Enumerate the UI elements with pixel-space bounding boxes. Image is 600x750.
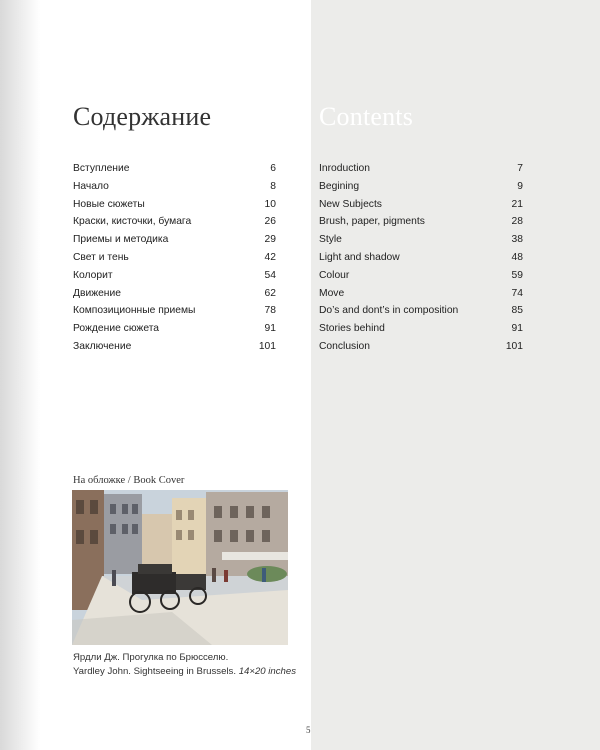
toc-entry xyxy=(319,305,523,323)
toc-entry xyxy=(73,270,276,288)
toc-entry xyxy=(319,216,523,234)
table-of-contents-russian xyxy=(73,163,276,359)
toc-entry xyxy=(319,199,523,217)
toc-entry-page: 48 xyxy=(511,251,523,263)
cover-painting xyxy=(72,490,288,645)
toc-entry-title: Приемы и методика xyxy=(73,234,169,246)
toc-entry-title: Вступление xyxy=(73,163,130,174)
toc-entry-page: 101 xyxy=(258,340,276,352)
toc-entry-page: 7 xyxy=(517,163,523,174)
toc-entry-title: Начало xyxy=(73,180,109,192)
toc-entry-title: Новые сюжеты xyxy=(73,198,145,210)
title-russian: Содержание xyxy=(73,102,212,131)
toc-entry-title: Begining xyxy=(319,180,360,192)
toc-entry-page: 26 xyxy=(264,216,276,228)
toc-entry-title: Колорит xyxy=(73,269,113,281)
toc-entry-title: Stories behind xyxy=(319,323,385,335)
toc-entry xyxy=(73,234,276,252)
toc-entry-page: 6 xyxy=(270,163,276,174)
toc-entry xyxy=(319,163,523,181)
toc-entry-title: Композиционные приемы xyxy=(73,305,196,317)
cover-caption-russian: Ярдли Дж. Прогулка по Брюсселю. xyxy=(73,652,229,663)
toc-entry-page: 10 xyxy=(264,198,276,210)
toc-entry xyxy=(319,341,523,359)
toc-entry-page: 9 xyxy=(517,180,523,192)
toc-entry-title: Inroduction xyxy=(319,163,370,174)
toc-entry-page: 91 xyxy=(264,323,276,335)
toc-entry-page: 42 xyxy=(264,251,276,263)
toc-entry xyxy=(319,181,523,199)
toc-entry-page: 91 xyxy=(511,323,523,335)
toc-entry-page: 78 xyxy=(264,305,276,317)
toc-entry-title: Conclusion xyxy=(319,340,370,352)
toc-entry xyxy=(73,252,276,270)
toc-entry-title: Colour xyxy=(319,269,350,281)
toc-entry-title: Свет и тень xyxy=(73,251,129,263)
toc-entry-title: New Subjects xyxy=(319,198,382,210)
toc-entry-page: 62 xyxy=(264,287,276,299)
toc-entry xyxy=(73,216,276,234)
toc-entry xyxy=(319,323,523,341)
toc-entry-title: Style xyxy=(319,234,342,246)
page-number: 5 xyxy=(306,725,311,735)
toc-entry-page: 85 xyxy=(511,305,523,317)
toc-entry-page: 74 xyxy=(511,287,523,299)
cover-caption-english-text: Yardley John. Sightseeing in Brussels. xyxy=(73,666,237,677)
toc-entry-title: Move xyxy=(319,287,345,299)
cover-caption-english xyxy=(73,666,313,677)
toc-entry-page: 54 xyxy=(264,269,276,281)
toc-entry-page: 59 xyxy=(511,269,523,281)
toc-entry xyxy=(73,341,276,359)
cover-caption-size: 14×20 inches xyxy=(238,666,297,677)
toc-entry xyxy=(73,163,276,181)
toc-entry xyxy=(319,288,523,306)
cover-heading: На обложке / Book Cover xyxy=(73,475,185,486)
toc-entry xyxy=(319,270,523,288)
toc-entry xyxy=(73,199,276,217)
toc-entry xyxy=(319,252,523,270)
toc-entry-title: Light and shadow xyxy=(319,251,400,263)
toc-entry-title: Рождение сюжета xyxy=(73,323,160,335)
toc-entry xyxy=(73,305,276,323)
toc-entry-title: Brush, paper, pigments xyxy=(319,216,425,228)
page-gutter-shadow xyxy=(0,0,40,750)
toc-entry-title: Краски, кисточки, бумага xyxy=(73,216,192,228)
toc-entry-title: Заключение xyxy=(73,340,132,352)
toc-entry-title: Движение xyxy=(73,287,121,299)
toc-entry-page: 28 xyxy=(511,216,523,228)
title-english: Contents xyxy=(319,102,414,131)
toc-entry xyxy=(319,234,523,252)
toc-entry xyxy=(73,181,276,199)
toc-entry-page: 38 xyxy=(511,234,523,246)
toc-entry-title: Do’s and dont’s in composition xyxy=(319,305,459,317)
toc-entry-page: 8 xyxy=(270,180,276,192)
table-of-contents-english xyxy=(319,163,523,359)
toc-entry-page: 21 xyxy=(511,198,523,210)
toc-entry xyxy=(73,323,276,341)
toc-entry xyxy=(73,288,276,306)
toc-entry-page: 101 xyxy=(505,340,523,352)
toc-entry-page: 29 xyxy=(264,234,276,246)
